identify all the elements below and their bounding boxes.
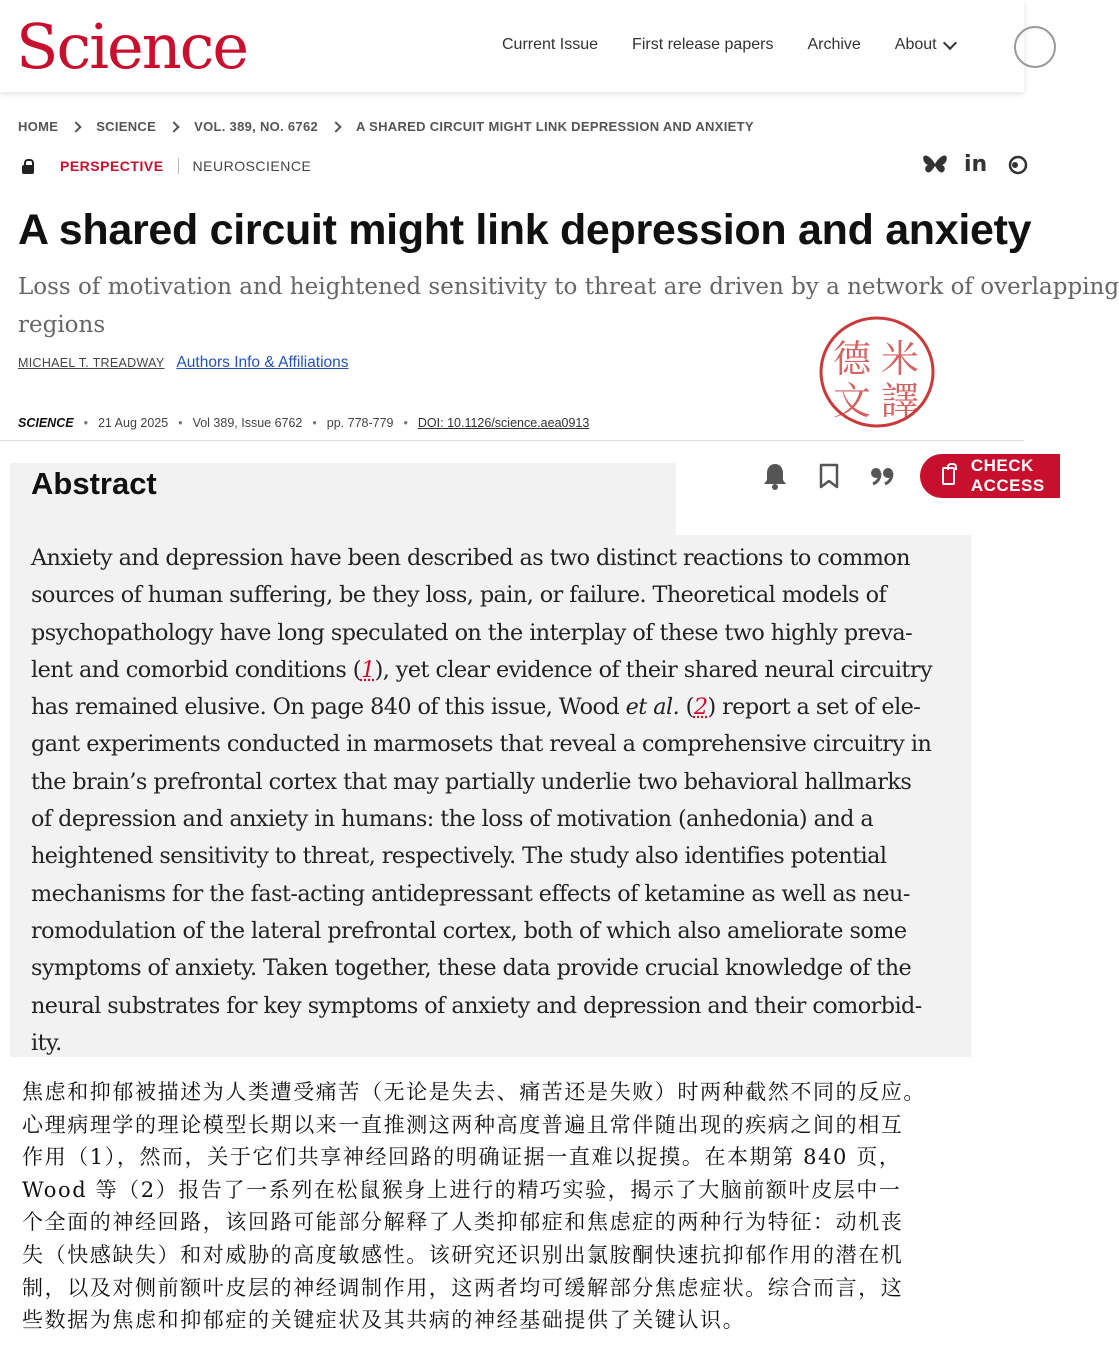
reference-link[interactable]: 2 — [693, 694, 708, 721]
article-category[interactable]: NEUROSCIENCE — [192, 158, 312, 174]
svg-text:譯: 譯 — [880, 379, 920, 423]
science-logo[interactable]: Science — [16, 10, 248, 83]
separator-dot: • — [403, 416, 408, 430]
svg-text:文: 文 — [832, 379, 872, 423]
nav-first-release[interactable]: First release papers — [632, 36, 774, 53]
breadcrumb-volume[interactable]: VOL. 389, NO. 6762 — [194, 119, 318, 134]
subtitle-line: Loss of motivation and heightened sensitivity to threat are driven by a network of overlapping — [18, 274, 1119, 300]
volume-issue[interactable]: Vol 389, Issue 6762 — [192, 416, 303, 430]
nav-archive[interactable]: Archive — [807, 36, 861, 53]
linkedin-icon[interactable]: in — [964, 152, 988, 177]
separator-dot: • — [178, 416, 183, 430]
nav-about-label: About — [894, 36, 937, 53]
journal-name[interactable]: SCIENCE — [18, 416, 74, 430]
abstract-line — [31, 876, 961, 913]
abstract-line — [31, 950, 961, 987]
svg-text:德: 德 — [832, 337, 872, 381]
doi-link[interactable]: DOI: 10.1126/science.aea0913 — [417, 416, 590, 430]
abstract-line — [31, 801, 961, 838]
abstract-line — [31, 577, 961, 614]
translation-line: 失（快感缺失）和对威胁的高度敏感性。该研究还识别出氯胺酮快速抗抑郁作用的潜在机 — [22, 1242, 904, 1267]
article-type-row — [22, 158, 311, 174]
pub-date: 21 Aug 2025 — [97, 416, 169, 430]
abstract-line — [31, 764, 961, 801]
bookmark-icon[interactable] — [818, 463, 840, 489]
abstract-line — [31, 726, 961, 763]
svg-text:米: 米 — [880, 337, 920, 381]
breadcrumb-science[interactable]: SCIENCE — [96, 119, 157, 134]
abstract-line — [31, 1025, 961, 1062]
nav-current-issue[interactable]: Current Issue — [502, 36, 599, 53]
separator-dot: • — [312, 416, 317, 430]
abstract-text-segment: heightened sensitivity to threat, respectively. The study also identifies potential — [31, 843, 887, 870]
abstract-text-segment: ) report a set of ele- — [707, 694, 921, 721]
abstract-text-segment: sources of human suffering, be they loss, pain, or failure. Theoretical models of — [31, 582, 887, 609]
abstract-text-segment: psychopathology have long speculated on the interplay of these two highly preva- — [31, 619, 913, 646]
translation-line: 心理病理学的理论模型长期以来一直推测这两种高度普遍且常伴随出现的疾病之间的相互 — [22, 1112, 904, 1137]
abstract-text-segment: romodulation of the lateral prefrontal cortex, both of which also ameliorate some — [31, 917, 907, 944]
article-tools — [762, 462, 924, 490]
abstract-text-segment: neural substrates for key symptoms of anxiety and depression and their comorbid- — [31, 992, 922, 1019]
abstract-text-segment: ity. — [31, 1029, 62, 1056]
share-bar — [922, 152, 1025, 177]
author-line — [18, 354, 349, 372]
abstract-text-segment: ( — [679, 694, 694, 721]
nav-about[interactable] — [895, 36, 955, 54]
breadcrumb — [18, 119, 754, 134]
abstract-text-segment: gant experiments conducted in marmosets that reveal a comprehensive circuitry in — [31, 731, 932, 758]
abstract-text-segment: ), yet clear evidence of their shared neural circuitry — [374, 656, 932, 683]
abstract-text-segment: lent and comorbid conditions ( — [31, 656, 361, 683]
abstract-text-segment: of depression and anxiety in humans: the loss of motivation (anhedonia) and a — [31, 806, 874, 833]
bell-icon[interactable] — [762, 462, 788, 490]
shopping-bag-icon — [942, 467, 955, 485]
translation-line: 作用（1），然而，关于它们共享神经回路的明确证据一直难以捉摸。在本期第 840 页， — [22, 1145, 902, 1170]
abstract-text-segment: has remained elusive. On page 840 of this issue, Wood — [31, 694, 626, 721]
abstract-line — [31, 689, 961, 726]
bluesky-icon[interactable] — [922, 154, 948, 176]
translation-line: 焦虑和抑郁被描述为人类遭受痛苦（无论是失去、痛苦还是失败）时两种截然不同的反应。 — [22, 1080, 926, 1104]
lock-icon — [22, 159, 34, 173]
article-type[interactable]: PERSPECTIVE — [60, 158, 164, 174]
translation-line: 些数据为焦虑和抑郁症的关键症状及其共病的神经基础提供了关键认识。 — [22, 1308, 746, 1333]
abstract-italic-text: et al. — [625, 694, 680, 721]
abstract-text-segment: the brain’s prefrontal cortex that may partially underlie two behavioral hallmarks — [31, 768, 912, 795]
abstract-text-segment: mechanisms for the fast-acting antidepressant effects of ketamine as well as neu- — [31, 880, 910, 907]
page-range: pp. 778-779 — [326, 416, 394, 430]
quote-icon[interactable] — [870, 465, 894, 487]
divider — [0, 440, 1024, 441]
check-access-label: CHECK ACCESS — [970, 456, 1045, 495]
abstract-line — [31, 838, 961, 875]
breadcrumb-article: A SHARED CIRCUIT MIGHT LINK DEPRESSION AND ANXIETY — [356, 119, 754, 134]
authors-info-link[interactable]: Authors Info & Affiliations — [176, 354, 349, 371]
abstract-line — [31, 652, 961, 689]
abstract-line — [31, 615, 961, 652]
user-account-icon[interactable] — [1014, 26, 1056, 68]
chevron-right-icon — [330, 121, 341, 132]
breadcrumb-home[interactable]: HOME — [18, 119, 59, 134]
translation-line: Wood 等（2）报告了一系列在松鼠猴身上进行的精巧实验，揭示了大脑前额叶皮层中一 — [22, 1177, 902, 1202]
article-title: A shared circuit might link depression and anxiety — [18, 206, 1032, 254]
author-link[interactable]: MICHAEL T. TREADWAY — [18, 356, 165, 370]
check-access-button[interactable] — [920, 454, 1060, 498]
main-nav — [502, 36, 989, 54]
reference-link[interactable]: 1 — [360, 656, 375, 683]
divider — [178, 158, 179, 174]
translator-seal-stamp — [818, 314, 936, 430]
chinese-translation — [22, 1076, 1018, 1337]
abstract-text-segment: symptoms of anxiety. Taken together, these data provide crucial knowledge of the — [31, 955, 912, 982]
more-share-icon[interactable] — [1005, 155, 1025, 175]
translation-line: 个全面的神经回路，该回路可能部分解释了人类抑郁症和焦虑症的两种行为特征：动机丧 — [22, 1210, 904, 1235]
abstract-text — [31, 540, 961, 1062]
site-header — [0, 0, 1024, 92]
publication-info — [18, 416, 589, 430]
chevron-right-icon — [168, 121, 179, 132]
separator-dot: • — [83, 416, 88, 430]
subtitle-line: regions — [18, 312, 106, 338]
translation-line: 制，以及对侧前额叶皮层的神经调制作用，这两者均可缓解部分焦虑症状。综合而言，这 — [22, 1275, 904, 1300]
abstract-line — [31, 988, 961, 1025]
abstract-line — [31, 913, 961, 950]
chevron-right-icon — [71, 121, 82, 132]
abstract-text-segment: Anxiety and depression have been described as two distinct reactions to common — [31, 545, 910, 571]
chevron-down-icon — [943, 36, 957, 50]
abstract-heading: Abstract — [31, 466, 157, 501]
abstract-line — [31, 540, 961, 577]
